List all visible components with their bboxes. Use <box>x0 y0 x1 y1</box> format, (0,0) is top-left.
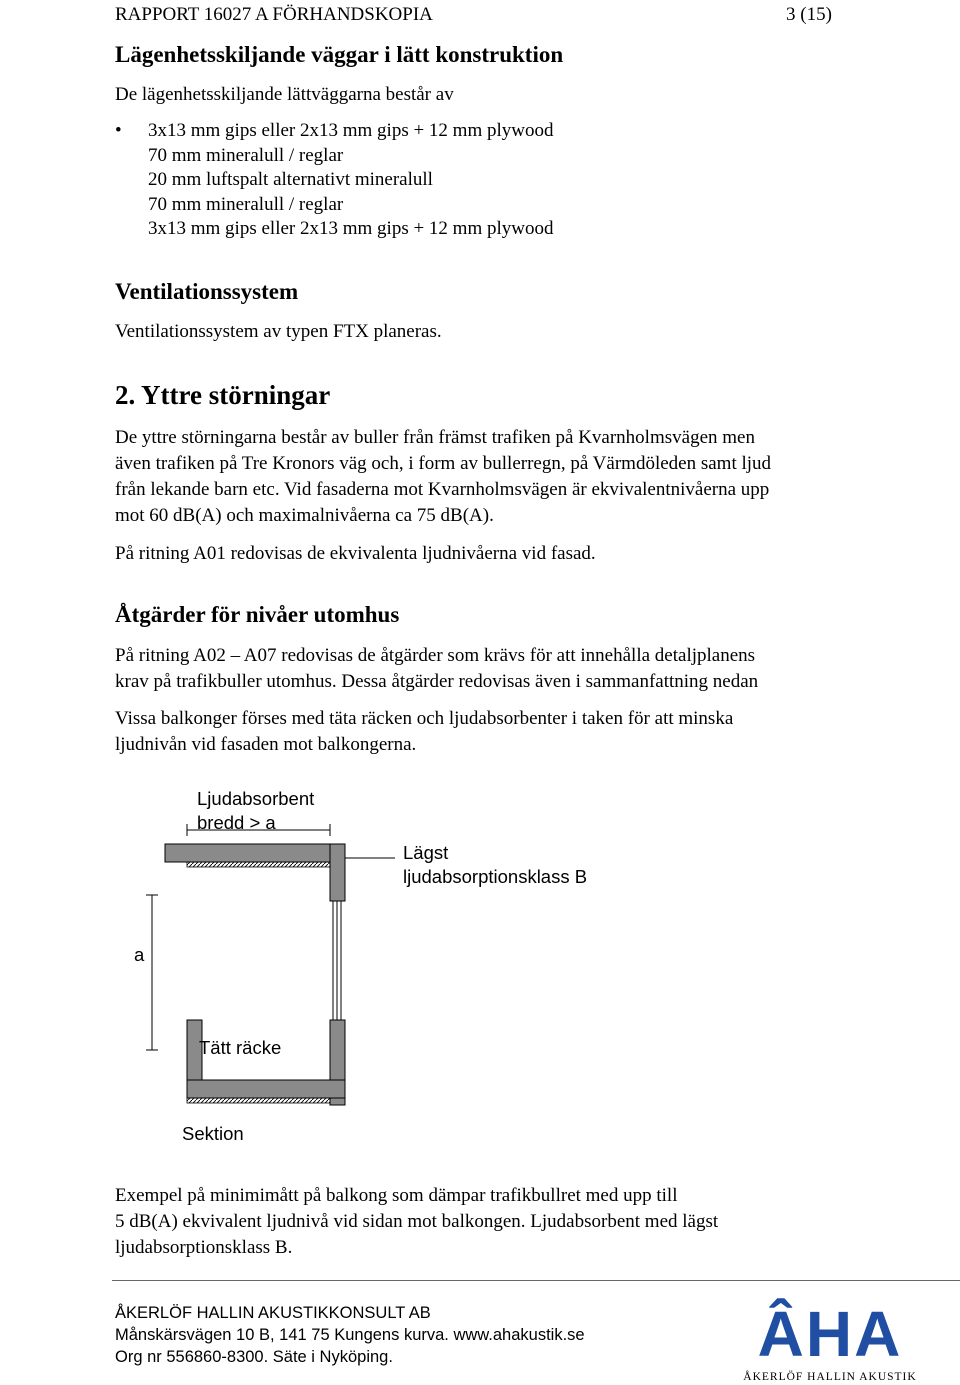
svg-text:ÅKERLÖF HALLIN AKUSTIK: ÅKERLÖF HALLIN AKUSTIK <box>743 1371 917 1383</box>
wall-layer-list <box>148 119 554 242</box>
paragraph-line: De yttre störningarna består av buller från främst trafiken på Kvarnholmsvägen men <box>115 427 755 448</box>
section-label: Sektion <box>182 1123 244 1144</box>
dimension-a-label: a <box>134 944 145 965</box>
external-heading: 2. Yttre störningar <box>115 380 331 410</box>
wall-layer-item: 70 mm mineralull / reglar <box>148 144 344 166</box>
footer-contact <box>115 1302 585 1368</box>
paragraph-line: mot 60 dB(A) och maximalnivåerna ca 75 dB(A). <box>115 505 494 526</box>
lowest-class-label: Lägst ljudabsorptionsklass B <box>403 842 588 887</box>
company-address: Månskärsvägen 10 B, 141 75 Kungens kurva. www.ahakustik.se <box>115 1326 585 1344</box>
external-paragraph-1 <box>115 425 771 529</box>
absorbent-label: Ljudabsorbent bredd > a <box>197 788 315 833</box>
page-number: 3 (15) <box>786 4 832 25</box>
railing-label: Tätt räcke <box>199 1037 282 1058</box>
walls-intro: De lägenhetsskiljande lättväggarna består av <box>115 84 454 105</box>
paragraph-line: ljudnivån vid fasaden mot balkongerna. <box>115 734 417 755</box>
bullet-marker: • <box>115 120 122 141</box>
measures-paragraph-1 <box>115 643 758 695</box>
balcony-section-diagram <box>100 780 640 1160</box>
wall-layer-item: 3x13 mm gips eller 2x13 mm gips + 12 mm plywood <box>148 120 554 141</box>
measures-paragraph-2 <box>115 706 733 758</box>
lower-slab <box>187 1080 345 1098</box>
upper-slab <box>165 844 345 862</box>
paragraph-line: även trafiken på Tre Kronors väg och, i form av bullerregn, på Värmdöleden samt ljud <box>115 453 772 474</box>
footer-divider <box>112 1280 960 1281</box>
company-org: Org nr 556860-8300. Säte i Nyköping. <box>115 1348 393 1366</box>
paragraph-line: från lekande barn etc. Vid fasaderna mot Kvarnholmsvägen är ekvivalentnivåerna upp <box>115 479 770 500</box>
wall-layer-item: 3x13 mm gips eller 2x13 mm gips + 12 mm plywood <box>148 218 554 239</box>
caption-line: 5 dB(A) ekvivalent ljudnivå vid sidan mot balkongen. Ljudabsorbent med lägst <box>115 1211 719 1232</box>
report-title: RAPPORT 16027 A FÖRHANDSKOPIA <box>115 4 433 25</box>
facade-wall-upper <box>330 844 345 901</box>
wall-layer-item: 20 mm luftspalt alternativt mineralull <box>148 169 433 190</box>
absorbent-strip <box>187 862 330 867</box>
caption-line: Exempel på minimimått på balkong som dämpar trafikbullret med upp till <box>115 1185 678 1206</box>
figure-caption <box>115 1183 718 1261</box>
external-paragraph-2: På ritning A01 redovisas de ekvivalenta ljudnivåerna vid fasad. <box>115 543 596 564</box>
ventilation-heading: Ventilationssystem <box>115 279 299 304</box>
paragraph-line: Vissa balkonger förses med täta räcken och ljudabsorbenter i taken för att minska <box>115 708 734 729</box>
aha-logo <box>730 1298 930 1384</box>
company-name: ÅKERLÖF HALLIN AKUSTIKKONSULT AB <box>115 1304 431 1322</box>
walls-heading: Lägenhetsskiljande väggar i lätt konstruktion <box>115 42 564 67</box>
paragraph-line: krav på trafikbuller utomhus. Dessa åtgärder redovisas även i sammanfattning nedan <box>115 671 759 692</box>
svg-text:ÂHA: ÂHA <box>757 1298 903 1370</box>
ventilation-text: Ventilationssystem av typen FTX planeras. <box>115 321 442 342</box>
wall-layer-item: 70 mm mineralull / reglar <box>148 193 344 215</box>
paragraph-line: På ritning A02 – A07 redovisas de åtgärder som krävs för att innehålla detaljplanens <box>115 645 756 666</box>
measures-heading: Åtgärder för nivåer utomhus <box>115 602 400 627</box>
caption-line: ljudabsorptionsklass B. <box>115 1237 293 1258</box>
